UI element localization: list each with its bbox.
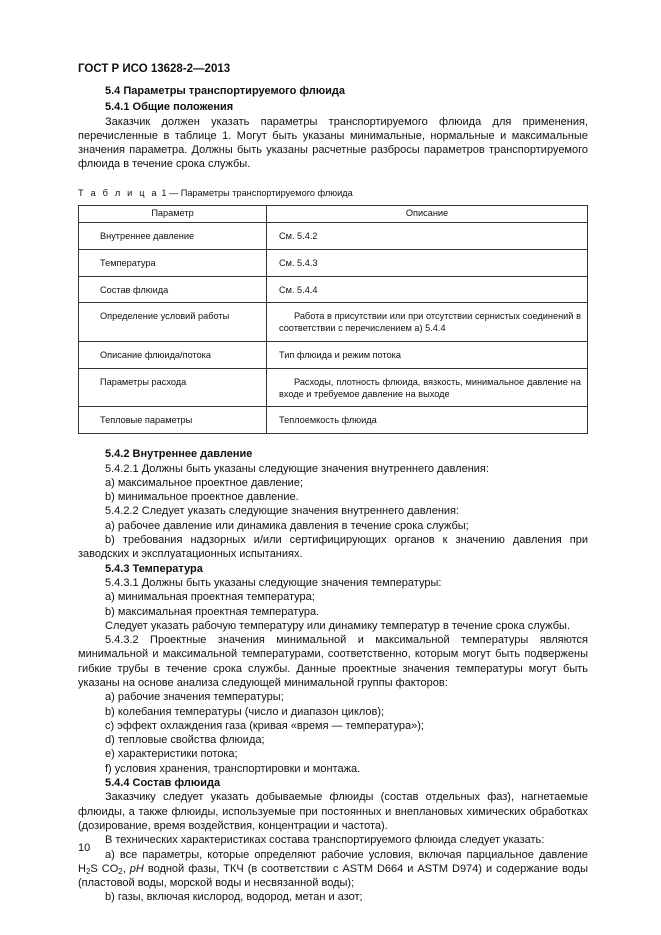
table-caption-text: 1 — Параметры транспортируемого флюида	[158, 187, 353, 198]
cell-param: Определение условий работы	[79, 303, 267, 342]
cell-desc: См. 5.4.2	[267, 223, 588, 250]
heading-5-4-3: 5.4.3 Температура	[105, 562, 203, 575]
list-item: b) газы, включая кислород, водород, метан и азот;	[105, 891, 363, 904]
paragraph-operating-temp: Следует указать рабочую температуру или динамику температур в течение срока службы.	[105, 619, 571, 632]
table-header-row	[79, 206, 588, 223]
heading-5-4-4: 5.4.4 Состав флюида	[105, 777, 221, 790]
table-row	[79, 276, 588, 303]
list-item: e) характеристики потока;	[105, 748, 238, 761]
text-run: CO	[101, 862, 119, 875]
cell-param: Описание флюида/потока	[79, 342, 267, 369]
list-item: d) тепловые свойства флюида;	[105, 734, 265, 747]
cell-param: Состав флюида	[79, 276, 267, 303]
cell-param: Параметры расхода	[79, 368, 267, 407]
page-number: 10	[78, 842, 91, 854]
document-header: ГОСТ Р ИСО 13628-2—2013	[78, 63, 231, 75]
cell-desc: Работа в присутствии или при отсутствии сернистых соединений в соответствии с перечислением а) 5.4.4	[267, 303, 588, 342]
list-item: b) максимальная проектная температура.	[105, 605, 320, 618]
column-header-description: Описание	[267, 206, 588, 223]
list-item-wrapped: b) требования надзорных и/или сертифицирующих органов к значению давления при заводских и эксплуатационных испытаниях.	[78, 534, 588, 561]
list-item: b) минимальное проектное давление.	[105, 491, 299, 504]
cell-param: Тепловые параметры	[79, 407, 267, 434]
paragraph-5-4-3-1: 5.4.3.1 Должны быть указаны следующие значения температуры:	[105, 576, 442, 589]
list-item: a) рабочее давление или динамика давления в течение срока службы;	[105, 519, 469, 532]
list-item: a) максимальное проектное давление;	[105, 476, 303, 489]
list-item: b) колебания температуры (число и диапазон циклов);	[105, 705, 385, 718]
subscript: 2	[118, 866, 123, 876]
cell-param: Внутреннее давление	[79, 223, 267, 250]
document-body	[78, 84, 588, 905]
cell-desc: См. 5.4.3	[267, 249, 588, 276]
cell-desc: Теплоемкость флюида	[267, 407, 588, 434]
list-item: c) эффект охлаждения газа (кривая «время — температура»);	[105, 719, 424, 732]
ph-term: pH	[129, 862, 144, 875]
list-item-wrapped	[78, 848, 588, 891]
list-item: a) рабочие значения температуры;	[105, 691, 284, 704]
paragraph-5-4-2-2: 5.4.2.2 Следует указать следующие значения внутреннего давления:	[105, 505, 460, 518]
section-title-5-4: 5.4 Параметры транспортируемого флюида	[105, 85, 345, 97]
table-row	[79, 407, 588, 434]
column-header-parameter: Параметр	[79, 206, 267, 223]
cell-param: Температура	[79, 249, 267, 276]
text-run: a) все параметры, которые определяют рабочие условия, включая парциальное давление H	[78, 848, 588, 875]
cell-desc: См. 5.4.4	[267, 276, 588, 303]
text-run: ,	[122, 862, 130, 875]
text-run: S	[90, 862, 98, 875]
table-row	[79, 342, 588, 369]
paragraph-5-4-1: Заказчик должен указать параметры транспортируемого флюида для применения, перечисленные в таблице 1. Могут быть указаны минимальные, нормальные и максимальные значения параметра. Должны быть указаны расчетные разбросы параметров транспортируемого флюида в течение срока службы.	[78, 115, 588, 171]
table-caption	[78, 186, 588, 200]
list-item: a) минимальная проектная температура;	[105, 591, 315, 604]
text-run: водной фазы, ТКЧ (в соответствии с ASTM D664 и ASTM D974) и содержание воды (пластовой воды, морской воды и несвязанной воды);	[78, 862, 588, 890]
paragraph-5-4-4-1: Заказчику следует указать добываемые флюиды (состав отдельных фаз), нагнетаемые флюиды, а также флюиды, используемые при постоянных и внеплановых химических обработках (дозирование, время воздействия, концентрации и частота).	[78, 791, 588, 832]
table-row	[79, 249, 588, 276]
subscript: 2	[85, 866, 91, 876]
table-row	[79, 303, 588, 342]
heading-5-4-2: 5.4.2 Внутреннее давление	[105, 448, 253, 461]
paragraph-5-4-2-1: 5.4.2.1 Должны быть указаны следующие значения внутреннего давления:	[105, 462, 489, 475]
paragraph-5-4-3-2: 5.4.3.2 Проектные значения минимальной и максимальной температуры являются минимальной и максимальной температурами, соответственно, которым могут быть подвержены гибкие трубы в течение срока службы. Данные проектные значения температуры могут быть указаны на основе анализа следующей минимальной группы факторов:	[78, 634, 588, 689]
list-item: f) условия хранения, транспортировки и монтажа.	[105, 762, 361, 775]
heading-5-4-1: 5.4.1 Общие положения	[105, 101, 234, 114]
parameters-table	[78, 205, 588, 434]
table-row	[79, 368, 588, 407]
table-caption-prefix: Т а б л и ц а	[78, 187, 159, 198]
cell-desc: Тип флюида и режим потока	[267, 342, 588, 369]
paragraph-5-4-4-2: В технических характеристиках состава транспортируемого флюида следует указать:	[105, 834, 545, 847]
cell-desc: Расходы, плотность флюида, вязкость, минимальное давление на входе и требуемое давление на выходе	[267, 368, 588, 407]
table-row	[79, 223, 588, 250]
